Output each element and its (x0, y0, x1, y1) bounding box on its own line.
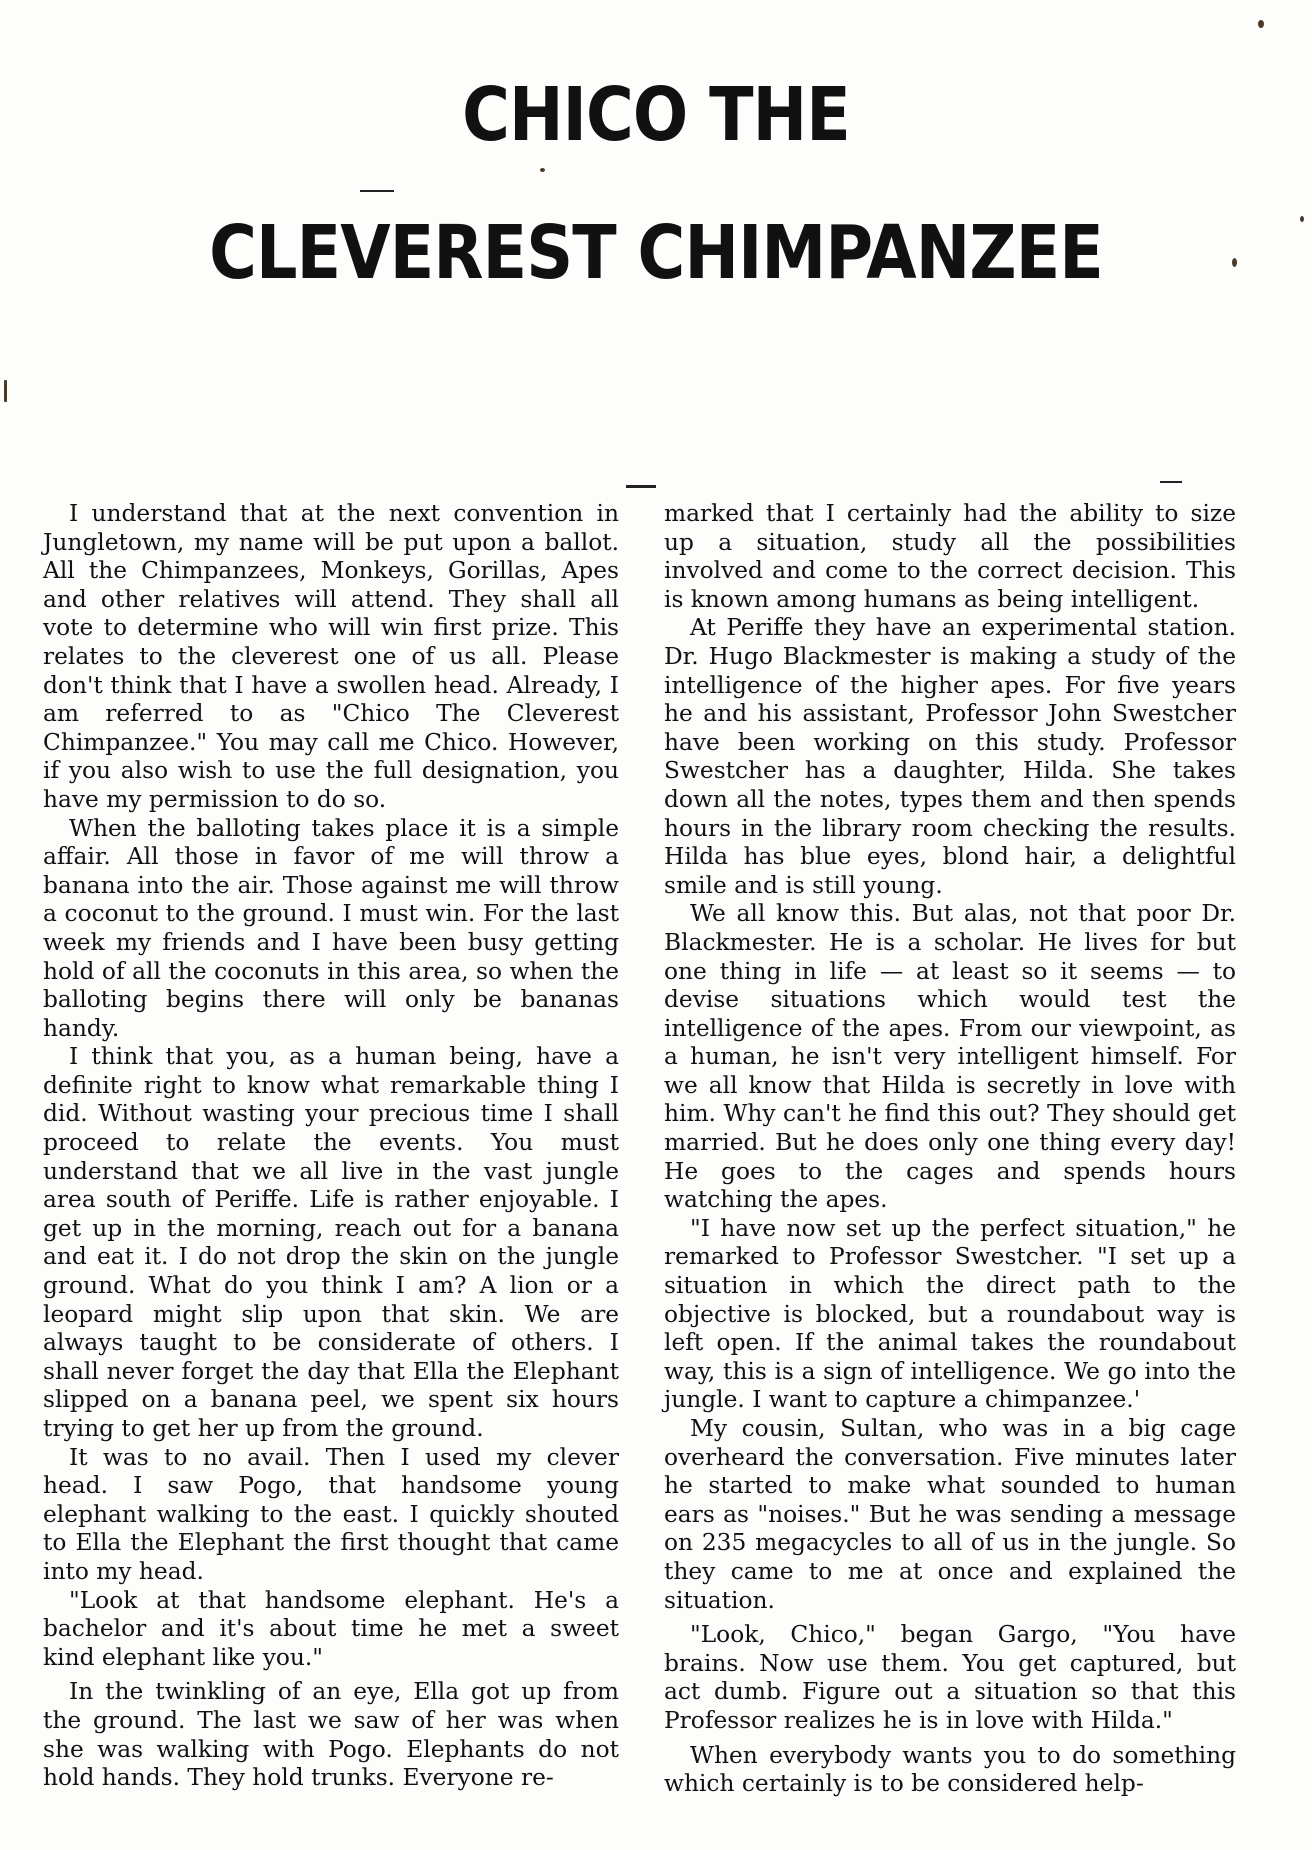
decorative-dash (626, 485, 656, 488)
decorative-dash (1160, 481, 1182, 483)
paragraph: "I have now set up the perfect situation," he remarked to Professor Swestcher. "I set up a situation in which the direct path to the objective is blocked, but a roundabout way is left open. If the animal takes the roundabout way, this is a sign of intelligence. We go into the jungle. I want to capture a chimpanzee.' (664, 1214, 1236, 1414)
paragraph: My cousin, Sultan, who was in a big cage overheard the conversation. Five minutes later he started to make what sounded to human ears as "noises." But he was sending a message on 235 megacycles to all of us in the jungle. So they came to me at once and explained the situation. (664, 1415, 1236, 1614)
ink-speck (540, 168, 545, 172)
paragraph: When the balloting takes place it is a simple affair. All those in favor of me will throw a banana into the air. Those against me will throw a coconut to the ground. I must win. For the last week my friends and I have been busy getting hold of all the coconuts in this area, so when the balloting begins there will only be bananas handy. (43, 814, 619, 1042)
paragraph: At Periffe they have an experimental station. Dr. Hugo Blackmester is making a study of the intelligence of the higher apes. For five years he and his assistant, Professor John Swestcher have been working on this study. Professor Swestcher has a daughter, Hilda. She takes down all the notes, types them and then spends hours in the library room checking the results. Hilda has blue eyes, blond hair, a delightful smile and is still young. (664, 614, 1236, 899)
decorative-dash (360, 190, 394, 192)
paragraph: marked that I certainly had the ability to size up a situation, study all the possibilities involved and come to the correct decision. This is known among humans as being intelligent. (664, 500, 1236, 613)
paragraph: In the twinkling of an eye, Ella got up from the ground. The last we saw of her was when she was walking with Pogo. Elephants do not hold hands. They hold trunks. Everyone re- (43, 1678, 619, 1792)
paragraph: "Look, Chico," began Gargo, "You have brains. Now use them. You get captured, but act dumb. Figure out a situation so that this Professor realizes he is in love with Hilda." (664, 1621, 1236, 1734)
ink-speck (4, 380, 7, 402)
ink-speck (1232, 258, 1237, 267)
paragraph: I think that you, as a human being, have a definite right to know what remarkable thing I did. Without wasting your precious time I shall proceed to relate the events. You must understand that we all live in the vast jungle area south of Periffe. Life is rather enjoyable. I get up in the morning, reach out for a banana and eat it. I do not drop the skin on the jungle ground. What do you think I am? A lion or a leopard might slip upon that skin. We are always taught to be considerate of others. I shall never forget the day that Ella the Elephant slipped on a banana peel, we spent six hours trying to get her up from the ground. (43, 1043, 619, 1442)
paragraph: I understand that at the next convention in Jungletown, my name will be put upon a ballot. All the Chimpanzees, Monkeys, Gorillas, Apes and other relatives will attend. They shall all vote to determine who will win first prize. This relates to the cleverest one of us all. Please don't think that I have a swollen head. Already, I am referred to as "Chico The Cleverest Chimpanzee." You may call me Chico. However, if you also wish to use the full designation, you have my permission to do so. (43, 500, 619, 813)
story-title-line-1: CHICO THE (462, 72, 850, 158)
article-column-right (664, 500, 1236, 1799)
ink-speck (1258, 20, 1264, 28)
paragraph: We all know this. But alas, not that poor Dr. Blackmester. He is a scholar. He lives for but one thing in life — at least so it seems — to devise situations which would test the intelligence of the apes. From our viewpoint, as a human, he isn't very intelligent himself. For we all know that Hilda is secretly in love with him. Why can't he find this out? They should get married. But he does only one thing every day! He goes to the cages and spends hours watching the apes. (664, 900, 1236, 1214)
paragraph: "Look at that handsome elephant. He's a bachelor and it's about time he met a sweet kind elephant like you." (43, 1586, 619, 1671)
paragraph: It was to no avail. Then I used my clever head. I saw Pogo, that handsome young elephant walking to the east. I quickly shouted to Ella the Elephant the first thought that came into my head. (43, 1443, 619, 1585)
story-title-line-2: CLEVEREST CHIMPANZEE (209, 210, 1103, 296)
ink-speck (1300, 216, 1304, 222)
paragraph: When everybody wants you to do something which certainly is to be considered help- (664, 1741, 1236, 1798)
article-column-left (43, 500, 619, 1793)
